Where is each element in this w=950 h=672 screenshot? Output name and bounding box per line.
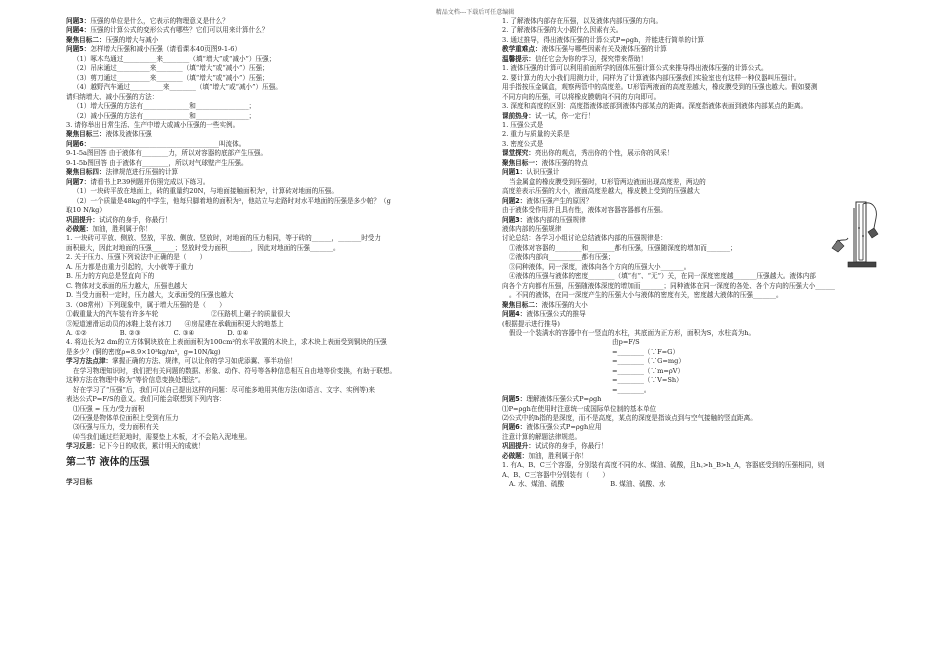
left-line-text: 好在学习了“压强”后，我们可以自己提出这样的问题：尽可能多地用其他方法(如语言、文字、实例等)来: [73, 385, 376, 394]
left-line-text: （4）越野汽车通过__________来________（填“增大”或“减小”）压强。: [73, 83, 282, 92]
right-line: [502, 329, 892, 338]
right-line: [502, 405, 892, 414]
left-line-text: 怎样增大压强和减小压强（请看课本40页图9-1-6）: [90, 45, 242, 54]
left-line: [66, 225, 466, 234]
right-line-text: 加油，胜利属于你！: [528, 451, 588, 460]
right-line-text: 由于液体受作用并且具有性，液体对容器容器都有压强。: [502, 206, 667, 215]
left-line-text: 表达公式P=F/S的意义。我们可能会联想到下列内容：: [66, 395, 226, 404]
right-line-text: 由p=F/S: [612, 338, 640, 347]
left-line: [66, 234, 466, 243]
left-line-text: A. ①② B. ②③ C. ③④ D. ①④: [66, 328, 249, 337]
right-line: [502, 17, 892, 26]
right-line: [502, 433, 892, 442]
left-line: [66, 320, 466, 329]
left-line: [66, 178, 466, 187]
right-line-text: =________（∵m=ρV）: [612, 366, 685, 375]
right-line: [502, 55, 892, 64]
left-line-text: 在学习物理知识时，我们把有关问题的数据、形象、动作、符号等各种信息相互自由地等价变换，有助于联想。: [73, 366, 397, 375]
right-line: [502, 112, 892, 121]
left-line: [66, 291, 466, 300]
left-line-text: （2）减小压强的方法有______________和________________；: [73, 111, 256, 120]
left-line-label: 问题6：: [66, 139, 91, 148]
left-line-text: 试试你的身手，你最行！: [98, 215, 172, 224]
right-line: [502, 480, 892, 489]
right-line: [502, 93, 892, 102]
left-line: [66, 64, 466, 73]
right-line-text: 高度差表示压强的大小，液面高度差越大，橡皮膜上受到的压强越大: [502, 187, 700, 196]
left-line-text: 压强的增大与减小: [105, 35, 159, 44]
left-line-label: 聚焦目标二：: [66, 35, 106, 44]
right-line-text: 试试你的身手，你最行！: [534, 442, 608, 451]
right-line: [502, 64, 892, 73]
study-goal-heading: 学习目标: [66, 477, 93, 486]
left-line: [66, 329, 466, 338]
left-line: [66, 282, 466, 291]
right-line: [502, 26, 892, 35]
right-line: [502, 471, 892, 480]
right-line-text: 3. 深度和高度的区别：高度指液体底部到液体内部某点的距离。深度指液体表面到液体内部某点的距离。: [502, 102, 808, 111]
right-line-text: 3. 通过推导，得出液体压强的计算公式P=ρgh，并能进行简单的计算: [502, 35, 705, 44]
left-line-text: 面积最大，因此对地面的压强_______；竖放时受力面积_______，因此对地面的压强_______。: [66, 243, 340, 252]
right-line-label: 聚焦目标一：: [502, 158, 542, 167]
left-column: [66, 17, 466, 487]
left-line-label: 问题3：: [66, 17, 91, 25]
right-line-text: A. 水、煤油、硫酸 B. 煤油、硫酸、水: [509, 480, 666, 489]
left-line-label: 问题4：: [66, 26, 91, 35]
right-line: [502, 159, 892, 168]
right-line: [502, 320, 892, 329]
left-line-label: 聚焦目标四：: [66, 168, 106, 177]
right-line-label: 问题2：: [502, 196, 527, 205]
left-line: [66, 216, 466, 225]
right-line-text: 液体压强的特点: [541, 158, 588, 167]
right-line-text: 液体压强公式的推导: [526, 310, 586, 319]
left-line: [66, 244, 466, 253]
left-line: [66, 168, 466, 177]
right-line-text: 1. 有A、B、C三个容器，分别装有高度不同的水、煤油、硫酸，且h꜀>h_B>h_A，容器底受到的压强相同，则: [502, 461, 825, 470]
right-line: [502, 168, 892, 177]
right-line: [502, 291, 892, 300]
left-line: [66, 272, 466, 281]
left-line-text: 记下今日的收获，累计明天的成就！: [98, 442, 205, 451]
right-line-text: 亮出你的观点，秀出你的个性，展示你的风采！: [534, 149, 674, 158]
right-line-text: =________（∵F=G）: [612, 347, 680, 356]
right-line-text: 信任它会为你的学习，探究带来帮助！: [534, 54, 648, 63]
right-line-label: 聚焦目标二：: [502, 300, 542, 309]
left-line: [66, 357, 466, 366]
left-line-text: （1）啄木鸟通过__________来________（填“增大”或“减小”）压强；: [73, 54, 276, 63]
right-line-text: 向各个方向都有压强，压强随液体深度的增加而_______；同种液体在同一深度的各处、各个方向的压强大小______: [502, 281, 835, 290]
right-line: [502, 45, 892, 54]
left-line-text: ⑷当我们通过烂泥地时，需要垫上木板，才不会陷入泥地里。: [73, 432, 252, 441]
left-line-text: 法律规范进行压强的计算: [105, 168, 179, 177]
right-line-label: 问题5：: [502, 395, 527, 404]
left-line-text: 请看书上P.39例题并仿照完成以下练习。: [90, 177, 210, 186]
right-line: [502, 357, 892, 366]
left-line: [66, 17, 466, 26]
right-line-text: 注意计算的解题法律规范。: [502, 432, 582, 441]
right-line-text: 液体内部的压强规律: [526, 215, 586, 224]
left-line-text: ①载重量大的汽车装有许多车轮 ②压路机上碾子的质量很大: [66, 310, 291, 319]
right-line-label: 课前热身：: [502, 111, 535, 120]
right-line: [502, 338, 892, 347]
section-title: 第二节 液体的压强: [66, 456, 150, 468]
right-line: [502, 130, 892, 139]
left-line: [66, 36, 466, 45]
left-line-text: _______________________________________叫流体。: [90, 139, 246, 148]
left-line-text: 压强的计算公式的变形公式有哪些？它们可以用来计算什么？: [90, 26, 269, 35]
right-line: [502, 282, 892, 291]
left-line: [66, 197, 466, 206]
right-line-text: 1. 液体压强的计算可以利用前面所学的固体压强计算公式来推导得出液体压强的计算公式。: [502, 64, 768, 73]
left-line: [66, 348, 466, 357]
left-line-label: 聚焦目标三：: [66, 130, 106, 139]
left-line-text: 掌握正确的方法、规律，可以让你的学习如虎添翼、事半功倍！: [112, 357, 297, 366]
right-line-text: =________（∵G=mg）: [612, 357, 685, 366]
left-line-text: 取10 N/kg）: [66, 206, 106, 215]
right-line: [502, 36, 892, 45]
left-line-text: 是多少？(铜的密度ρ=8.9×10³kg/m³，g=10N/kg): [66, 347, 221, 356]
left-line-text: 3. 请你举出日常生活、生产中增大或减小压强的一些实例。: [66, 120, 240, 129]
left-line-label: 学习方法点津：: [66, 357, 113, 366]
left-line-text: C. 物体对支承面的压力越大，压强也越大: [66, 281, 188, 290]
left-line: [66, 130, 466, 139]
right-line-text: ⑴P=ρgh在使用时注意统一成国际单位制的基本单位: [502, 404, 657, 413]
right-line: [502, 452, 892, 461]
right-line: [502, 395, 892, 404]
right-line: [502, 272, 892, 281]
left-line: [66, 55, 466, 64]
left-line-text: 加油，胜利属于你！: [92, 224, 152, 233]
left-line-text: 9-1-5a图回答 由于液体有________力，所以对容器的底部产生压强。: [66, 149, 268, 158]
left-line-text: D. 当受力面积一定时，压力越大，支承面受的压强也越大: [66, 291, 234, 300]
right-line-label: 必做题：: [502, 451, 529, 460]
left-line: [66, 121, 466, 130]
left-line: [66, 414, 466, 423]
left-line: [66, 433, 466, 442]
left-line-text: ⑶压强与压力，受力面积有关: [73, 423, 159, 432]
pressure-gauge-figure: [826, 198, 890, 272]
left-line-text: 压强的单位是什么，它表示的物理意义是什么？: [90, 17, 229, 25]
right-line-text: 试一试，你一定行！: [534, 111, 595, 120]
left-line-label: 必做题：: [66, 224, 93, 233]
right-line-label: 教学重难点：: [502, 45, 542, 54]
right-line-label: 问题6：: [502, 423, 527, 432]
right-line: [502, 140, 892, 149]
left-line: [66, 93, 466, 102]
right-line-text: ⑵公式中的h指的是深度，而不是高度，某点的深度是指该点到与空气接触的竖直距离。: [502, 414, 757, 423]
left-line: [66, 395, 466, 404]
right-line-text: A、B、C三容器中分别装有（ ）: [502, 470, 609, 479]
right-line-label: 巩固提升：: [502, 442, 535, 451]
left-line: [66, 159, 466, 168]
left-line: [66, 206, 466, 215]
left-line: [66, 26, 466, 35]
left-line-label: 问题5：: [66, 45, 91, 54]
right-line-text: (根据提示进行推导): [502, 319, 560, 328]
right-line-label: 问题1：: [502, 168, 527, 177]
right-line-text: 液体压强的大小: [541, 300, 588, 309]
left-line: [66, 310, 466, 319]
right-line-text: =________（∵V=Sh）: [612, 376, 683, 385]
left-line: [66, 405, 466, 414]
right-line: [502, 423, 892, 432]
left-line: [66, 149, 466, 158]
right-line-label: 课堂探究：: [502, 149, 535, 158]
left-line-text: ⑴压强 = 压力/受力面积: [73, 404, 145, 413]
left-line-text: （1）一块砖平放在地面上，砖的重量约20N，与地面接触面积为²，计算砖对地面的压强。: [73, 187, 338, 196]
right-line: [502, 178, 892, 187]
left-line: [66, 140, 466, 149]
right-line: [502, 386, 892, 395]
left-line-text: （2）一个质量是48kg的中学生，他每只脚着地的面积为²，他站立与走路时对水平地面的压强是多少帕？（g: [73, 196, 391, 205]
right-line: [502, 348, 892, 357]
left-line: [66, 442, 466, 451]
right-line: [502, 74, 892, 83]
right-line: [502, 83, 892, 92]
left-line: [66, 386, 466, 395]
right-line-text: 3. 密度公式是: [502, 139, 544, 148]
right-line-label: 问题3：: [502, 215, 527, 224]
left-line-text: 4. 将边长为2 dm的立方体铜块放在上表面面积为100cm²的水平放置的木块上，求木块上表面受到铜块的压强: [66, 338, 387, 347]
right-line-text: ④液体的压强与液体的密度________（填“有”、“无”）关，在同一深度密度越_______压强越大。液体内部: [509, 272, 816, 281]
right-line-text: 认识压强计: [526, 168, 560, 177]
left-line: [66, 263, 466, 272]
left-line: [66, 367, 466, 376]
left-line-text: 1. 一块砖可平放、侧放、竖放，平放、侧放、竖放时，对地面的压力相同，等于砖的______，_______时受力: [66, 234, 381, 243]
left-line-label: 学习反思：: [66, 442, 99, 451]
right-line-text: 。不同的液体，在同一深度产生的压强大小与液体的密度有关，密度越大液体的压强_______。: [509, 291, 783, 300]
left-line: [66, 74, 466, 83]
right-line-text: 液体压强产生的原因？: [526, 196, 593, 205]
right-line: [502, 367, 892, 376]
left-line-text: ⑵压强是物体单位面积上受到有压力: [73, 414, 179, 423]
left-line-text: A. 压力都是由重力引起的，大小就等于重力: [66, 262, 194, 271]
right-line: [502, 414, 892, 423]
right-line-text: 假设一个装满水的容器中有一竖直的水柱，其底面为正方形，面积为S，水柱高为h。: [509, 328, 756, 337]
left-line-text: 2. 关于压力、压强下列说法中正确的是（ ）: [66, 253, 207, 262]
right-line-text: 2. 重力与质量的关系是: [502, 130, 570, 139]
right-line-text: 1. 压强公式是: [502, 120, 544, 129]
right-line: [502, 187, 892, 196]
right-line: [502, 149, 892, 158]
left-line: [66, 423, 466, 432]
left-line-text: （2）吊床通过__________来________（填“增大”或“减小”）压强；: [73, 64, 269, 73]
left-line: [66, 338, 466, 347]
left-line-text: B. 压力的方向总是竖直向下的: [66, 272, 155, 281]
right-line-text: 液体压强公式P=ρgh应用: [526, 423, 602, 432]
page-header: 精品文档---下载后可任意编辑: [435, 9, 515, 16]
right-line-text: ①液体对容器的________和________都有压强，压强随深度的增加而_______；: [509, 243, 737, 252]
left-line: [66, 253, 466, 262]
right-line-text: 当金属盒的橡皮膜受到压强时，U形管两边液面出现高度差，两边的: [509, 177, 706, 186]
left-line-label: 问题7：: [66, 177, 91, 186]
right-line: [502, 310, 892, 319]
right-line: [502, 442, 892, 451]
left-line-text: 3.（08常州）下列现象中，属于增大压强的是（ ）: [66, 300, 226, 309]
left-line-text: 请归纳增大、减小压强的方法：: [66, 92, 159, 101]
right-line-text: ③同种液体，同一深度，液体向各个方向的压强大小_______。: [509, 262, 691, 271]
right-line: [502, 461, 892, 470]
right-line-text: 2. 了解液体压强的大小跟什么因素有关。: [502, 26, 623, 35]
right-line-text: 不同方向的压强，可以将橡皮膜朝向不同的方向即可。: [502, 92, 661, 101]
left-line: [66, 187, 466, 196]
right-line-text: =________。: [612, 385, 651, 394]
left-line-text: （1）增大压强的方法有______________和________________；: [73, 102, 256, 111]
right-line: [502, 121, 892, 130]
right-line: [502, 301, 892, 310]
left-line: [66, 102, 466, 111]
left-line-text: 液体及液体压强: [105, 130, 152, 139]
left-line: [66, 83, 466, 92]
left-line: [66, 45, 466, 54]
right-line-text: 2. 要计算力的大小我们用测力计，同样为了计算液体内部压强我们实验室也有这样一种仪器叫压强计。: [502, 73, 801, 82]
left-line-label: 巩固提升：: [66, 215, 99, 224]
left-line-text: （3）剪刀通过__________来________（填“增大”或“减小”）压强；: [73, 73, 269, 82]
right-line-text: 用手指按压金属盒，观察两管中的高度差。U形管两液面的高度差越大，橡皮膜受到的压强也越大。假如要测: [502, 83, 818, 92]
left-line-text: 这种方法在物理中称为“等价信息变换处理法”。: [66, 376, 205, 385]
right-line-text: 1. 了解液体内部存在压强，以及液体内部压强的方向。: [502, 17, 663, 25]
right-line-text: ②液体内部向__________都有压强；: [509, 253, 615, 262]
right-line-text: 液体内部的压强规律: [502, 224, 562, 233]
left-line: [66, 376, 466, 385]
left-line: [66, 112, 466, 121]
right-line-text: 讨论总结：各学习小组讨论总结液体内部的压强规律是：: [502, 234, 667, 243]
right-line-text: 理解液体压强公式P=ρgh: [526, 395, 602, 404]
right-line-label: 温馨提示：: [502, 54, 535, 63]
right-line-text: 液体压强与哪些因素有关及液体压强的计算: [541, 45, 667, 54]
right-line: [502, 102, 892, 111]
right-line: [502, 376, 892, 385]
left-line-text: ③短道速滑运动员的冰鞋上装有冰刀 ④房屋建在承载面积更大的地基上: [66, 319, 284, 328]
right-line-label: 问题4：: [502, 310, 527, 319]
left-line-text: 9-1-5b图回答 由于液体有________，所以对气球壁产生压强。: [66, 158, 248, 167]
left-line: [66, 301, 466, 310]
